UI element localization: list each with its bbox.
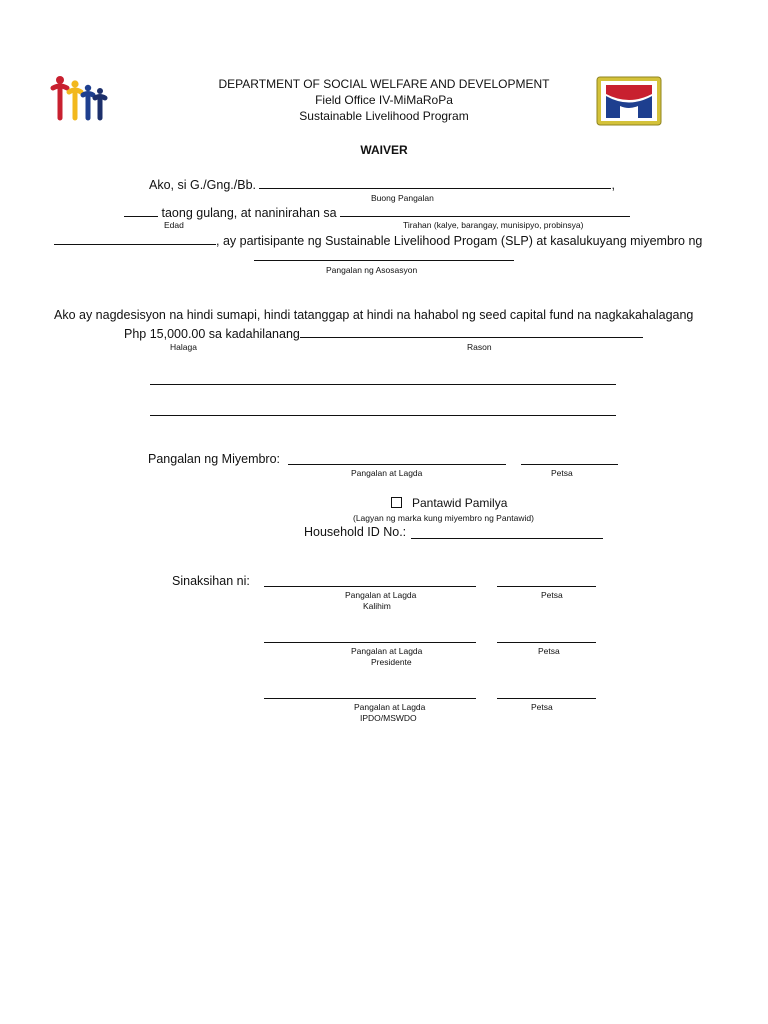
participant-field[interactable] <box>54 232 216 245</box>
pantawid-label: Pantawid Pamilya <box>412 496 508 510</box>
witness-1-date-caption: Petsa <box>541 590 563 600</box>
household-id-field[interactable] <box>411 538 603 539</box>
witness-2-date-caption: Petsa <box>538 646 560 656</box>
caption-rason: Rason <box>467 342 492 352</box>
caption-asosasyon: Pangalan ng Asosasyon <box>326 265 418 275</box>
field-office: Field Office IV-MiMaRoPa <box>315 93 453 107</box>
amount-line <box>124 325 643 341</box>
member-name-field[interactable] <box>288 464 506 465</box>
witness-1-name-field[interactable] <box>264 586 476 587</box>
agency-name: DEPARTMENT OF SOCIAL WELFARE AND DEVELOPMENT <box>218 77 550 91</box>
witness-1-date-field[interactable] <box>497 586 596 587</box>
witness-2-date-field[interactable] <box>497 642 596 643</box>
association-field[interactable] <box>254 260 514 261</box>
caption-halaga: Halaga <box>170 342 197 352</box>
caption-edad: Edad <box>164 220 184 230</box>
witness-3-role: IPDO/MSWDO <box>360 713 417 723</box>
member-date-field[interactable] <box>521 464 618 465</box>
page-title: WAIVER <box>360 143 408 157</box>
address-field[interactable] <box>340 204 630 217</box>
member-label: Pangalan ng Miyembro: <box>148 452 281 466</box>
taong-gulang-text: taong gulang, at naninirahan sa <box>161 206 337 220</box>
caption-member-name: Pangalan at Lagda <box>351 468 423 478</box>
program-name: Sustainable Livelihood Program <box>299 109 469 123</box>
witness-1-role: Kalihim <box>363 601 391 611</box>
pantawid-note: (Lagyan ng marka kung miyembro ng Pantawid) <box>353 513 534 523</box>
witness-label: Sinaksihan ni: <box>172 574 250 588</box>
witness-2-role: Presidente <box>371 657 412 667</box>
participant-line <box>54 232 702 248</box>
ako-prefix: Ako, si G./Gng./Bb. <box>149 178 256 192</box>
pantawid-row <box>391 496 507 510</box>
pantawid-checkbox[interactable] <box>391 497 402 508</box>
witness-3-name-field[interactable] <box>264 698 476 699</box>
witness-3-date-field[interactable] <box>497 698 596 699</box>
caption-buong-pangalan: Buong Pangalan <box>371 193 434 203</box>
reason-line-3[interactable] <box>150 415 616 416</box>
witness-1-name-caption: Pangalan at Lagda <box>345 590 417 600</box>
age-field[interactable] <box>124 204 158 217</box>
caption-tirahan: Tirahan (kalye, barangay, munisipyo, probinsya) <box>403 220 584 230</box>
name-line <box>149 176 615 192</box>
participant-text: , ay partisipante ng Sustainable Livelihood Progam (SLP) at kasalukuyang miyembro ng <box>216 234 703 248</box>
reason-field[interactable] <box>300 325 643 338</box>
comma: , <box>611 178 615 192</box>
witness-3-name-caption: Pangalan at Lagda <box>354 702 426 712</box>
witness-2-name-field[interactable] <box>264 642 476 643</box>
amount-text: Php 15,000.00 sa kadahilanang <box>124 327 300 341</box>
witness-3-date-caption: Petsa <box>531 702 553 712</box>
full-name-field[interactable] <box>259 176 611 189</box>
decision-text: Ako ay nagdesisyon na hindi sumapi, hindi tatanggap at hindi na hahabol ng seed capital fund na nagkakahalagang <box>54 308 694 322</box>
age-address-line <box>124 204 630 220</box>
household-label: Household ID No.: <box>304 525 407 539</box>
caption-member-date: Petsa <box>551 468 573 478</box>
reason-line-2[interactable] <box>150 384 616 385</box>
witness-2-name-caption: Pangalan at Lagda <box>351 646 423 656</box>
